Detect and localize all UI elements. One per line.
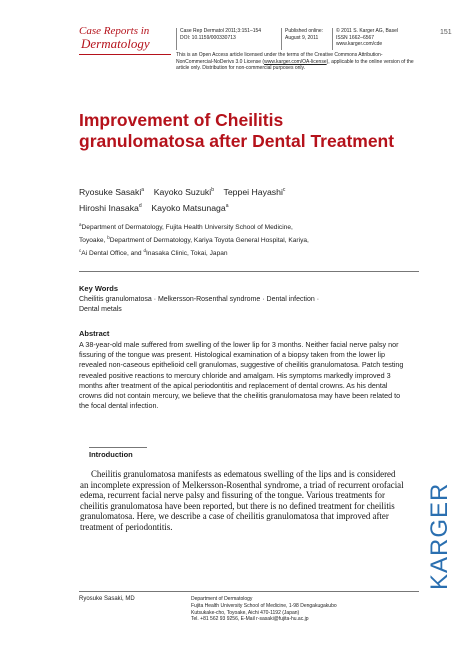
copyright-line: © 2011 S. Karger AG, Basel [336, 28, 398, 34]
abstract-text: A 38-year-old male suffered from swelling of the lower lip for 3 months. Neither facial nerve palsy nor fissuring of the tongue was present. Histological examination of a biopsy taken from the lower lip revealed non-caseous epithelioid cell granulomas, suggestive of cheilitis granulomatosa. Patch testing revealed positive reactions to mercury chloride and amalgam. His symptoms markedly improved 3 months after treatment of the apical periodontitis and replacement of dental crowns. As his dental crowns did not contain mercury, we believe that the cheilitis granulomatosa may have been related to the focal dental infection. [79, 340, 404, 411]
open-access-text-after: ), applicable to the online version of the article only. Distribution for non-commercial purposes only. [176, 58, 414, 72]
keywords-line: Dental metals [79, 306, 122, 313]
author-affiliation-marker: d [138, 202, 142, 209]
abstract-heading: Abstract [79, 329, 110, 338]
section-divider [79, 271, 419, 272]
license-link[interactable]: www.karger.com/OA-license [264, 58, 327, 65]
affiliation-text: Inasaka Clinic, Tokai, Japan [145, 250, 228, 258]
affiliation-marker: d [143, 248, 146, 254]
published-box [281, 28, 331, 50]
author-affiliation-marker: a [225, 202, 229, 209]
journal-logo [79, 26, 171, 51]
publisher-logo: KARGER [426, 482, 453, 590]
affiliation-marker: a [79, 222, 82, 227]
journal-name-line2: Dermatology [81, 36, 150, 51]
keywords-heading: Key Words [79, 284, 119, 293]
intro-rule [89, 447, 147, 448]
author-list [79, 183, 409, 215]
author-name: Teppei Hayashi [223, 186, 283, 197]
open-access-notice [176, 52, 416, 72]
open-access-text-before: This is an Open Access article licensed under the terms of the Creative Commons Attribution-NonCommercial-NoDerivs 3.0 License ( [176, 52, 383, 65]
introduction-heading: Introduction [89, 450, 133, 459]
footer-divider [79, 591, 419, 592]
contact-line[interactable]: Tel. +81 562 93 9256, E-Mail r-sasaki@fujita-hu.ac.jp [191, 616, 309, 623]
published-label: Published online: [285, 28, 324, 34]
affiliation-text: Toyoake, [79, 237, 108, 245]
author-name: Kayoko Suzuki [153, 186, 212, 197]
affiliation-text: Ai Dental Office, and [81, 250, 144, 258]
page-number: 151 [440, 29, 452, 36]
keywords-list [79, 295, 399, 315]
doi-line[interactable]: DOI: 10.1159/000330713 [180, 34, 236, 41]
correspondence-address [191, 596, 421, 623]
published-date: August 9, 2011 [285, 34, 319, 41]
copyright-box [332, 28, 410, 50]
author-name: Hiroshi Inasaka [79, 202, 139, 213]
author-name: Kayoko Matsunaga [151, 202, 226, 213]
affiliation-list [79, 220, 409, 260]
affiliation-marker: b [107, 235, 110, 241]
author-name: Ryosuke Sasaki [79, 186, 142, 197]
journal-name-line1: Case Reports in [79, 25, 150, 37]
logo-underline [79, 54, 171, 55]
introduction-paragraph: Cheilitis granulomatosa manifests as edematous swelling of the lips and is considered an incomplete expression of Melkersson-Rosenthal syndrome, a triad of recurrent orofacial edema, recurrent facial nerve palsy and fissuring of the tongue. Various treatments for cheilitis granulomatosa have been reported, but there is no defined treatment for cheilitis granulomatosa. Here, we describe a case of cheilitis granulomatosa that improved after treatment of periodontitis. [80, 469, 404, 532]
address-line: Department of Dermatology [191, 596, 253, 602]
affiliation-text: Department of Dermatology, Kariya Toyota General Hospital, Kariya, [109, 237, 309, 245]
article-title: Improvement of Cheilitis granulomatosa after Dental Treatment [79, 110, 395, 151]
corresponding-author: Ryosuke Sasaki, MD [79, 596, 135, 602]
affiliation-marker: c [79, 248, 82, 254]
keywords-line: Cheilitis granulomatosa · Melkersson-Rosenthal syndrome · Dental infection · [79, 296, 320, 303]
citation-box [176, 28, 280, 50]
citation-line: Case Rep Dermatol 2011;3:151–154 [180, 28, 262, 34]
author-affiliation-marker: c [282, 187, 286, 193]
address-line: Kutsukake-cho, Toyoake, Aichi 470-1192 (Japan) [191, 609, 300, 616]
address-line: Fujita Health University School of Medicine, 1-98 Dengakugakubo [191, 602, 337, 609]
author-affiliation-marker: b [211, 187, 214, 193]
journal-url[interactable]: www.karger.com/cde [336, 41, 383, 47]
issn-line: ISSN 1662–6567 [336, 34, 375, 41]
author-affiliation-marker: a [141, 187, 145, 193]
affiliation-text: Department of Dermatology, Fujita Health University School of Medicine, [81, 224, 293, 232]
